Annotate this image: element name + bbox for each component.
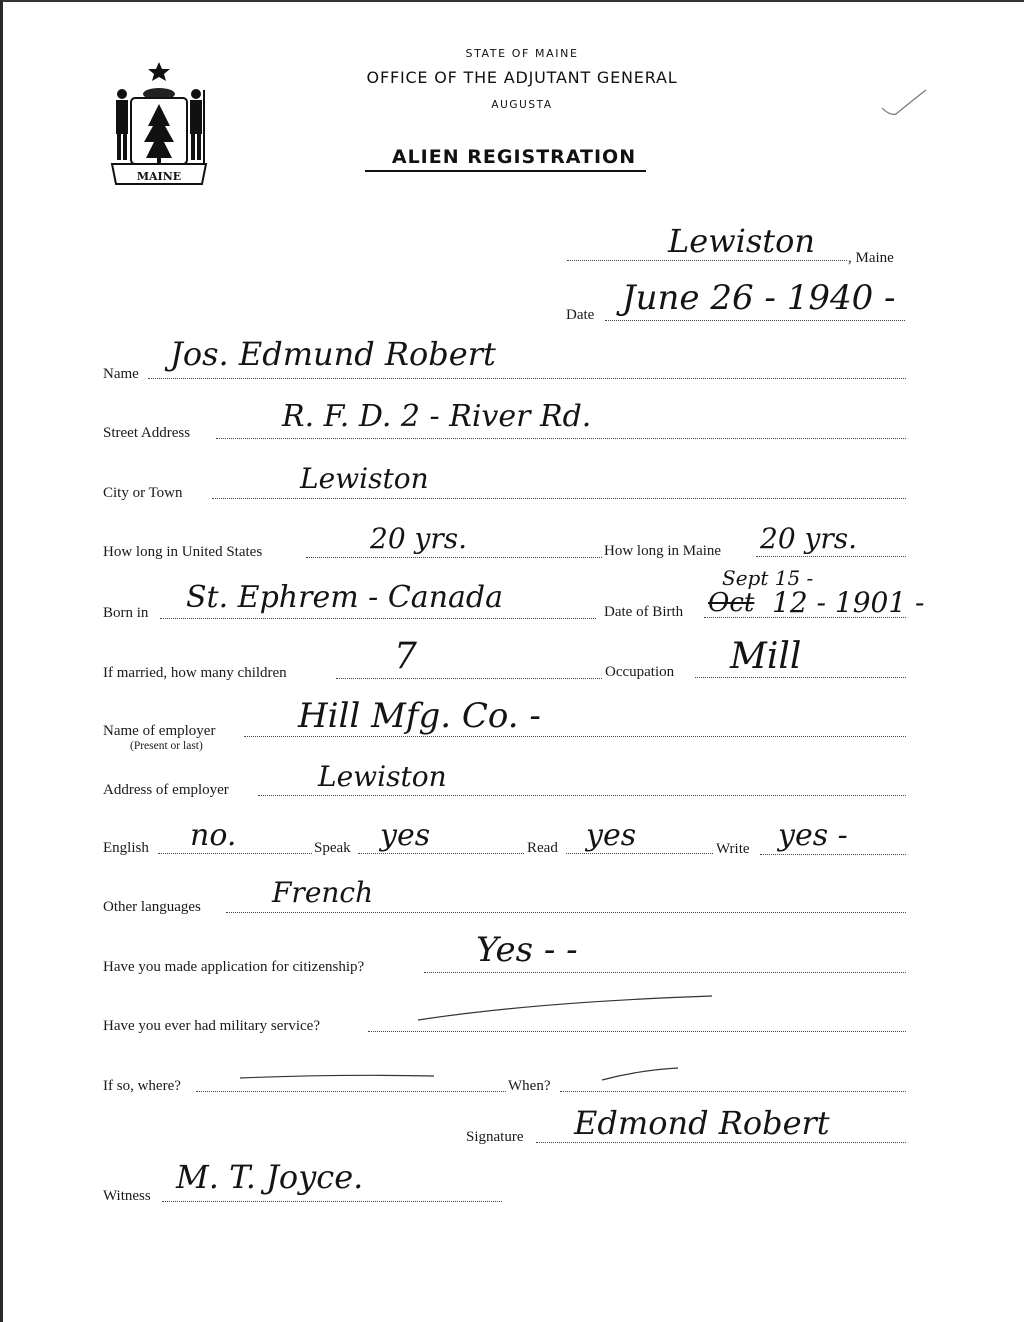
- military-label: Have you ever had military service?: [103, 1018, 320, 1034]
- where-dash-stroke: [238, 1072, 438, 1084]
- born-value: St. Ephrem - Canada: [186, 580, 503, 615]
- street-line: [216, 438, 906, 439]
- street-label: Street Address: [103, 425, 191, 441]
- write-label: Write: [716, 841, 750, 857]
- witness-line: [162, 1201, 502, 1202]
- location-value: Lewiston: [668, 222, 815, 260]
- maine-time-value: 20 yrs.: [760, 522, 858, 555]
- form-title: ALIEN REGISTRATION: [391, 146, 637, 168]
- when-line: [560, 1091, 906, 1092]
- city-label: City or Town: [103, 485, 183, 501]
- us-time-label: How long in United States: [103, 544, 263, 560]
- city-line: [212, 498, 906, 499]
- speak-line: [358, 853, 524, 854]
- employer-line: [244, 736, 906, 737]
- signature-label: Signature: [466, 1129, 524, 1145]
- write-line: [760, 854, 906, 855]
- employer-address-value: Lewiston: [318, 760, 447, 793]
- read-line: [566, 853, 713, 854]
- occupation-line: [695, 677, 906, 678]
- citizenship-line: [424, 972, 906, 973]
- children-label: If married, how many children: [103, 665, 287, 681]
- when-dash-stroke: [600, 1066, 680, 1086]
- citizenship-value: Yes - -: [476, 930, 578, 970]
- children-line: [336, 678, 602, 679]
- occupation-value: Mill: [730, 636, 802, 677]
- witness-label: Witness: [103, 1188, 151, 1204]
- date-line: [605, 320, 905, 321]
- english-value: no.: [190, 818, 237, 853]
- employer-address-label: Address of employer: [103, 782, 229, 798]
- us-time-value: 20 yrs.: [370, 522, 468, 555]
- military-line: [368, 1031, 906, 1032]
- city-value: Lewiston: [300, 462, 429, 495]
- seal-banner-text: MAINE: [136, 170, 182, 183]
- header-city: AUGUSTA: [491, 99, 553, 111]
- when-label: When?: [508, 1078, 551, 1094]
- signature-value: Edmond Robert: [574, 1104, 830, 1142]
- dob-label: Date of Birth: [604, 604, 684, 620]
- born-label: Born in: [103, 605, 149, 621]
- maine-time-line: [756, 556, 906, 557]
- where-line: [196, 1091, 506, 1092]
- date-label: Date: [566, 307, 595, 323]
- name-value: Jos. Edmund Robert: [170, 335, 496, 373]
- witness-value: M. T. Joyce.: [176, 1158, 364, 1196]
- maine-time-label: How long in Maine: [604, 543, 722, 559]
- write-value: yes -: [778, 818, 848, 853]
- read-value: yes: [586, 818, 637, 853]
- header-state: STATE OF MAINE: [465, 47, 579, 60]
- read-label: Read: [527, 840, 558, 856]
- header-office: OFFICE OF THE ADJUTANT GENERAL: [366, 68, 678, 87]
- citizenship-label: Have you made application for citizenship?: [103, 959, 365, 975]
- location-line: [567, 260, 847, 261]
- employer-sublabel: (Present or last): [130, 740, 203, 752]
- other-languages-value: French: [272, 876, 374, 909]
- where-label: If so, where?: [103, 1078, 181, 1094]
- us-time-line: [306, 557, 602, 558]
- dob-correction: Sept 15 -: [722, 566, 814, 590]
- date-value: June 26 - 1940 -: [622, 278, 896, 318]
- born-line: [160, 618, 596, 619]
- other-languages-label: Other languages: [103, 899, 201, 915]
- signature-line: [536, 1142, 906, 1143]
- employer-value: Hill Mfg. Co. -: [298, 696, 541, 736]
- title-underline: [365, 170, 646, 172]
- english-label: English: [103, 840, 149, 856]
- name-line: [148, 378, 906, 379]
- speak-value: yes: [380, 818, 431, 853]
- speak-label: Speak: [314, 840, 351, 856]
- dob-value: 12 - 1901 -: [772, 586, 925, 619]
- other-languages-line: [226, 912, 906, 913]
- name-label: Name: [103, 366, 139, 382]
- occupation-label: Occupation: [605, 664, 675, 680]
- location-label: , Maine: [848, 250, 894, 266]
- dob-struck-month: Oct: [708, 588, 755, 618]
- employer-label: Name of employer: [103, 723, 216, 739]
- military-dash-stroke: [416, 994, 716, 1024]
- street-value: R. F. D. 2 - River Rd.: [282, 399, 592, 434]
- employer-address-line: [258, 795, 906, 796]
- english-line: [158, 853, 312, 854]
- children-value: 7: [394, 636, 417, 677]
